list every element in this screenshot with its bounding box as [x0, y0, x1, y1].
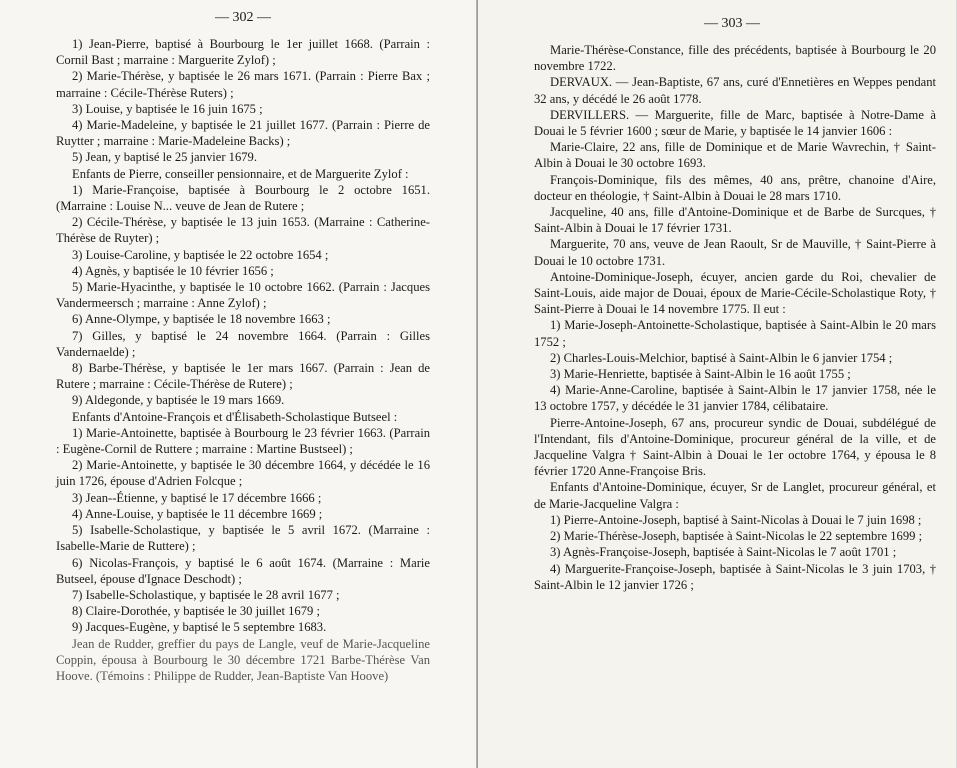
paragraph: 7) Gilles, y baptisé le 24 novembre 1664. (Parrain : Gilles Vandernaelde) ;: [56, 328, 430, 359]
paragraph: 4) Agnès, y baptisée le 10 février 1656 ;: [72, 263, 274, 278]
paragraph: 2) Marie-Thérèse-Joseph, baptisée à Saint-Nicolas le 22 septembre 1699 ;: [550, 529, 923, 544]
paragraph: Marie-Claire, 22 ans, fille de Dominique et de Marie Wavrechin, † Saint-Albin à Douai le 30 octobre 1693.: [534, 140, 936, 171]
paragraph: Enfants d'Antoine-Dominique, écuyer, Sr de Langlet, procureur général, et de Marie-Jacqueline Valgra :: [534, 480, 936, 511]
paragraph: Jean de Rudder, greffier du pays de Langle, veuf de Marie-Jacqueline Coppin, épousa à Bourbourg le 30 décembre 1721 Barbe-Thérèse Van Hoove. (Témoins : Philippe de Rudder, Jean-Baptiste Van Hoove): [56, 636, 430, 683]
page-number-left: — 302 —: [215, 10, 271, 25]
paragraph: Jacqueline, 40 ans, fille d'Antoine-Dominique et de Barbe de Surcques, † Saint-Albin à Douai le 17 février 1731.: [534, 205, 936, 236]
paragraph: 9) Jacques-Eugène, y baptisé le 5 septembre 1683.: [72, 620, 327, 635]
paragraph: DERVILLERS. — Marguerite, fille de Marc, baptisée à Notre-Dame à Douai le 5 février 1600 ; sœur de Marie, y baptisée le 14 janvier 1606 :: [534, 107, 936, 139]
paragraph: 1) Marie-Joseph-Antoinette-Scholastique, baptisée à Saint-Albin le 20 mars 1752 ;: [534, 318, 936, 349]
paragraph: 2) Marie-Thérèse, y baptisée le 26 mars 1671. (Parrain : Pierre Bax ; marraine : Cécile-Thérèse Ruters) ;: [56, 69, 430, 100]
paragraph: 4) Marie-Madeleine, y baptisée le 21 juillet 1677. (Parrain : Pierre de Ruytter ; marraine : Marie-Madeleine Backs) ;: [56, 118, 430, 149]
paragraph: Pierre-Antoine-Joseph, 67 ans, procureur syndic de Douai, subdélégué de l'Intendant, fils d'Antoine-Dominique, procureur général de la ville, et de Jacqueline Valgra † Saint-Albin à Douai le 1er octobre 1764, y épousa le 8 février 1720 Anne-Françoise Bris.: [534, 415, 936, 479]
paragraph: 2) Marie-Antoinette, y baptisée le 30 décembre 1664, y décédée le 16 juin 1726, épouse d'Adrien Folcque ;: [56, 458, 430, 489]
page-number-right: — 303 —: [704, 16, 760, 31]
paragraph: 3) Agnès-Françoise-Joseph, baptisée à Saint-Nicolas le 7 août 1701 ;: [550, 545, 897, 560]
paragraph: 3) Marie-Henriette, baptisée à Saint-Albin le 16 août 1755 ;: [550, 367, 851, 382]
paragraph: Marguerite, 70 ans, veuve de Jean Raoult, Sr de Mauville, † Saint-Pierre à Douai le 10 octobre 1731.: [534, 237, 936, 268]
paragraph: 6) Anne-Olympe, y baptisée le 18 novembre 1663 ;: [72, 312, 331, 327]
paragraph: 9) Aldegonde, y baptisée le 19 mars 1669.: [72, 393, 285, 408]
paragraph: 5) Marie-Hyacinthe, y baptisée le 10 octobre 1662. (Parrain : Jacques Vandermeersch ; marraine : Anne Zylof) ;: [56, 280, 430, 311]
paragraph: 1) Marie-Françoise, baptisée à Bourbourg le 2 octobre 1651. (Marraine : Louise N... veuve de Jean de Rutere ;: [56, 182, 430, 214]
paragraph: 5) Jean, y baptisé le 25 janvier 1679.: [72, 150, 258, 165]
paragraph: 4) Anne-Louise, y baptisée le 11 décembre 1669 ;: [72, 506, 323, 521]
paragraph: 5) Isabelle-Scholastique, y baptisée le 5 avril 1672. (Marraine : Isabelle-Marie de Ruttere) ;: [56, 523, 430, 554]
paragraph: 7) Isabelle-Scholastique, y baptisée le 28 avril 1677 ;: [72, 587, 340, 602]
paragraph: 2) Cécile-Thérèse, y baptisée le 13 juin 1653. (Marraine : Catherine-Thérèse de Ruyter) ;: [56, 215, 430, 246]
left-page-text: [56, 36, 430, 684]
paragraph: 3) Jean--Étienne, y baptisé le 17 décembre 1666 ;: [72, 490, 322, 505]
paragraph: 1) Pierre-Antoine-Joseph, baptisé à Saint-Nicolas à Douai le 7 juin 1698 ;: [550, 512, 922, 527]
paragraph: 4) Marie-Anne-Caroline, baptisée à Saint-Albin le 17 janvier 1758, née le 13 octobre 1757, y décédée le 31 janvier 1784, célibataire.: [534, 383, 936, 414]
right-page: [478, 0, 956, 768]
paragraph: 1) Jean-Pierre, baptisé à Bourbourg le 1er juillet 1668. (Parrain : Cornil Bast ; marraine : Marguerite Zylof) ;: [56, 37, 430, 68]
left-page: [0, 0, 478, 768]
paragraph: 1) Marie-Antoinette, baptisée à Bourbourg le 23 février 1663. (Parrain : Eugène-Cornil de Ruttere ; marraine : Martine Bustseel) ;: [56, 425, 430, 457]
paragraph: 3) Louise, y baptisée le 16 juin 1675 ;: [72, 101, 263, 116]
paragraph: Enfants de Pierre, conseiller pensionnaire, et de Marguerite Zylof :: [72, 166, 409, 181]
paragraph: Marie-Thérèse-Constance, fille des précédents, baptisée à Bourbourg le 20 novembre 1722.: [534, 43, 936, 74]
paragraph: DERVAUX. — Jean-Baptiste, 67 ans, curé d'Ennetières en Weppes pendant 32 ans, y décédé le 26 août 1778.: [534, 75, 936, 106]
paragraph: 8) Barbe-Thérèse, y baptisée le 1er mars 1667. (Parrain : Jean de Rutere ; marraine : Cécile-Thérèse de Rutere) ;: [56, 361, 430, 392]
paragraph: 8) Claire-Dorothée, y baptisée le 30 juillet 1679 ;: [72, 604, 320, 619]
paragraph: Antoine-Dominique-Joseph, écuyer, ancien garde du Roi, chevalier de Saint-Louis, aide major de Douai, époux de Marie-Cécile-Scholastique Roty, † Saint-Pierre à Douai le 14 novembre 1775. Il eut :: [534, 269, 936, 317]
paragraph: 6) Nicolas-François, y baptisé le 6 août 1674. (Marraine : Marie Butseel, épouse d'Ignace Deschodt) ;: [56, 555, 430, 586]
paragraph: 3) Louise-Caroline, y baptisée le 22 octobre 1654 ;: [72, 247, 329, 262]
paragraph: 2) Charles-Louis-Melchior, baptisé à Saint-Albin le 6 janvier 1754 ;: [550, 350, 893, 365]
right-page-text: [534, 42, 936, 593]
paragraph: Enfants d'Antoine-François et d'Élisabeth-Scholastique Butseel :: [72, 409, 398, 424]
paragraph: François-Dominique, fils des mêmes, 40 ans, prêtre, chanoine d'Aire, docteur en théologie, † Saint-Albin à Douai le 28 mars 1710.: [534, 172, 936, 203]
paragraph: 4) Marguerite-Françoise-Joseph, baptisée à Saint-Nicolas le 3 juin 1703, † Saint-Albin le 12 janvier 1726 ;: [534, 561, 936, 592]
